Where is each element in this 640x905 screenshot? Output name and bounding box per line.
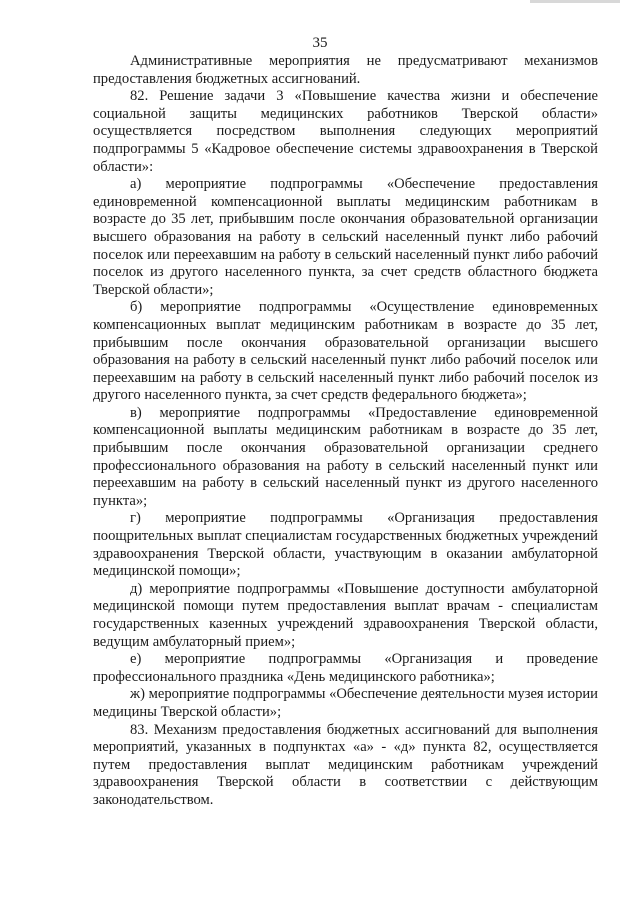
list-item-e: е) мероприятие подпрограммы «Организация и проведение профессионального праздника «День медицинского работника»; [93,651,598,685]
list-item-g: г) мероприятие подпрограммы «Организация предоставления поощрительных выплат специалистам государственных бюджетных учреждений здравоохранения Тверской области, участвующим в оказании амбулаторной медицинской помощи»; [93,510,598,580]
document-body [93,53,598,810]
page-number: 35 [312,35,328,51]
list-item-d: д) мероприятие подпрограммы «Повышение доступности амбулаторной медицинской помощи путем предоставления выплат врачам - специалистам государственных казенных учреждений здравоохранения Тверской области, ведущим амбулаторный прием»; [93,580,598,650]
list-item-b: б) мероприятие подпрограммы «Осуществление единовременных компенсационных выплат медицинским работникам в возрасте до 35 лет, прибывшим после окончания образовательной организации высшего образования на работу в сельский населенный пункт либо рабочий поселок или переехавшим на работу в сельский населенный пункт либо рабочий поселок из другого населенного пункта, за счет средств федерального бюджета»; [93,299,598,404]
list-item-v: в) мероприятие подпрограммы «Предоставление единовременной компенсационной выплаты медицинским работникам в возрасте до 35 лет, прибывшим после окончания образовательной организации среднего профессионального образования на работу в сельский населенный пункт или переехавшим на работу в сельский населенный пункт из другого населенного пункта»; [93,404,598,509]
scan-edge-mark [530,0,620,3]
paragraph-83: 83. Механизм предоставления бюджетных ассигнований для выполнения мероприятий, указанных в подпунктах «а» - «д» пункта 82, осуществляется путем предоставления выплат медицинским работникам учреждений здравоохранения Тверской области в соответствии с действующим законодательством. [93,721,598,808]
paragraph-admin-measures: Административные мероприятия не предусматривают механизмов предоставления бюджетных ассигнований. [93,53,598,87]
list-item-a: а) мероприятие подпрограммы «Обеспечение предоставления единовременной компенсационной выплаты медицинским работникам в возрасте до 35 лет, прибывшим после окончания образовательной организации высшего образования на работу в сельский населенный пункт либо рабочий поселок или переехавшим на работу в сельский населенный пункт либо рабочий поселок из другого населенного пункта, за счет средств областного бюджета Тверской области»; [93,176,598,298]
list-item-zh: ж) мероприятие подпрограммы «Обеспечение деятельности музея истории медицины Тверской области»; [93,686,598,720]
paragraph-82: 82. Решение задачи 3 «Повышение качества жизни и обеспечение социальной защиты медицинских работников Тверской области» осуществляется посредством выполнения следующих мероприятий подпрограммы 5 «Кадровое обеспечение системы здравоохранения в Тверской области»: [93,88,598,175]
